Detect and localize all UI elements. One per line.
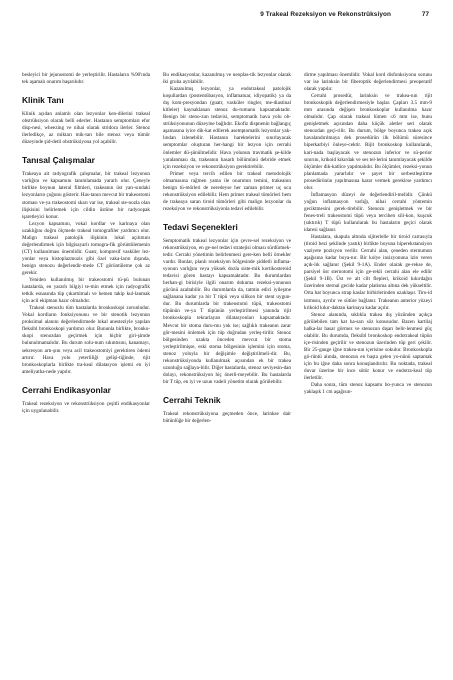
paragraph: besleyici bir jejunostomi de yerleştirilir. Hastaların %90'ında tek aşamalı onarım başarılıdır. xyxy=(22,72,150,86)
paragraph: Trakeal rekonstrüksiyona geçmeden önce, larinkse dair bütünlüğe bir değerlen- xyxy=(163,410,291,424)
text-column-middle xyxy=(163,72,291,425)
section-heading-tedavi-secenekleri: Tedavi Seçenekleri xyxy=(163,221,238,232)
paragraph: Stenoz alanında, sıklıkla trakea dış yüzünden açıkça görülebilen tam kat ha-sarı söz konusudur. Bazen kartilaj halka-lar hasar görmez ve stenozun dışarı belir-lenmesi güç olabilir. Bu durumda, fleksibl bronkoskop endotrakeal tüpün içe-risinden geçirilir ve stenozun üzerinden tüp geri çekilir. Bir 25-gauge iğne trakea-nın içerisine sokulur. Bronkoskopla gö-rüntü alında, stenozun en başta gelen yo-nünü saptamak için bu iğne daha sonra konuşlandırılır. Bu noktada, trakeal duvar üzerine bir ince sütür konur ve endotra-keal tüp ilerletilir. xyxy=(304,311,432,382)
paragraph: İnflamasyon düzeyi de değerlendiril-melidir. Çünkü yoğun inflamasyon varlığı, nihai cerrahi yöntemin geciktmesini gerek-tirebilir. Stenozu genişletmek ve bir fenes-treli trakeostomi tüpü veya tercihen sili-kon, kuşcuk (sıktırık) T tüpü kullanılarak bu hastaların geçici olarak idaresi sağlanır. xyxy=(304,191,432,234)
running-header xyxy=(0,8,453,26)
paragraph: Kazanılmış lezyonlar, ya endotrakeal patolojik koşullardan (postentübasyon, inflamatuar, idiyopatik) ya da dış kom-presyondan (guatr, vasküler ringler, me-diastinal kitleler) kaynaklanan stenoz du-rumunu kapsamaktadır. Benign bir steno-zun tedavisi, semptomatik hava yolu ob-strüksiyonunun düzeyine bağlıdır. Ekofiz dispnenin bağlangıç aşamasına iyice dik-kat edilerek asemptomatik lezyonlar yak-lından izlenebilir. Hastanın harektelerini sınırlayacak semptomlar oluşturan her-hangi bir lezyon için cerrahi önlemler dü-şünülmelidir. Hava yolunun travmatik şe-kilde yaralanması da, trakeanın hasarlı bölümünü debride etmek için rezeksiyon ve rekonstrüksiyon gerektirebilir. xyxy=(163,86,291,170)
section-heading-cerrahi-teknik: Cerrahi Teknik xyxy=(163,394,221,405)
paragraph: Cerrahi prosedür, larinksin ve trakea-nın rijit bronkoskopik değerlendirmesiyle başlar. Çapları 3.5 mm-9 mm arasında değişen bronkoskoplar kullanılma hazır olmalıdır. Çap olarak trakeal lümen ≤6 mm ise, bunu genişletmek açısından daha küçük aletler seri olarak stenozdan geçi-rilir. Bu durum, bölge boyunca trakea açık havalandırılmaya dek prosedürün ilk bölümü süresince hiperkarbiyi önleye-cektir. Rijit bronkoskop kullanılarak, kari-nada başlayacak ve stenozun inferior ve sü-perior sınırını, krikoid kıkırdak ve ses tel-lerini tanımlayacak şekilde ölçümler dik-katlice yapılmalıdır. Bu ölçümler, rezeksi-yonun planlamada yararlıdır ve şayet bir serbestleştirme prosedürünün yapılmasına karar vermek gerekirse yardımcı olur. xyxy=(304,93,432,191)
section-heading-tanisal-calismalar: Tanısal Çalışmalar xyxy=(22,155,95,166)
paragraph: dirme yapılması önemlidir. Vokal kord disfonksiyonu sorunu var ise larinksin bir fiberoptik değerlendirmesi preoperatif olarak yapılır. xyxy=(304,72,432,93)
page-number: 77 xyxy=(421,11,429,18)
text-column-right xyxy=(304,72,432,396)
paragraph: Trakeaya ait radyografik çalışmalar, bir trakeal lezyonun varlığını ve kapsamını tanımlamada yararlı olur. Çeneyle birlikte boynun lateral filmleri, trakeanın üst yarı-sındaki lezyonların çoğunu gösterir. Has-tanın mevcut bir trakeostomi stoması ve-ya trakeostomi skarı var ise, trakeal ste-nozla olan ilişkisini belirlemek için cildin üstüne bir radyoopak işaretleyici konur. xyxy=(22,171,150,220)
paragraph: Semptomatik trakeal lezyonlar için çevre-sel rezeksiyon ve rekonstrüksiyon, en ge-nel tedavi stratejisi olması sürdürmek-tedir. Cerrahi yönetimin belirlenmesi gere-ken belli örnekler vardır. Bunlar, planlı rezeksiyon bölgesinde şiddetli inflama-syonun varlığını veya yüksek dozla siste-mik kortikosteroid tedavisi gören hastayı kapsamaktadır. Bu durumlardan herhan-gi birisiyle ilgili onarım dokuma rezeksi-yonunun gücünü azaltabilir. Bu durumlarda da, tatmin edici iyileşme sağlanana kadar ya bir T tüpü veya silikon bir stent uygun-dur. Bu durumlarda bir trakeostomi tüpü, trakeostomi tüpünün ve-ya T tüpünün yerleştirilmesi yanında rijit bronkoskopla tekrarlayan dilatasyonları kapsamaktadır. Mevcut bir stoma duru-mu yok ise; sağlıklı trakeanın zarar gör-mesini önlemek için tüp doğrudan yerleş-tirilir. Stenoz bölgesinden uzakta önceden mevcut bir stoma yerleştirilmişse, eski stoma bölgesinin işlemini için stoma, stenoz yoluyla bir değişimle değiştirilmeli-dir. Bu, rekonstrüksiyonda kullanılmak açısından ek bir trakea uzunluğu sağlaya-bilir. Diğer hastalarda, stenoz seviyesin-dan dolayı, rekonstrüksiyon hiç önerli-meyebilir. Bu hastalarda bir T tüp, en iyi ve uzun vadeli yönetim olarak görülebilir. xyxy=(163,237,291,385)
paragraph: Lezyon kapsamını, vokal kordlar ve karinaya olan uzaklığını doğru ölçmede trakeal tomografiler yardımcı olur. Malign trakeal patolojik ilişkinin lokal açılımını değerlendirmek için bilgisayarlı tomogra-fik görüntülemenin (CT) kullanılması önemlidir. Guatr, kompresif vasküler lez-yonlar veya histoplazmozis gibi özel vaka-ların dışında, benign stenozu değerlendir-mede CT görüntüleme çok az gerekir. xyxy=(22,220,150,276)
section-heading-klinik-tani: Klinik Tanı xyxy=(22,95,64,106)
paragraph: Yeniden kullanılmış bir trakeostomi tü-pü bulunan hastalarda, en yararlı bilgiyi te-min etmek için radyografik tetkik esnasında tüp çıkartılmalı ve hemen takip kul-lanmak için acil ekipman hazır olmalıdır. xyxy=(22,277,150,305)
paragraph: Trakeal stenozlu tüm hastalarda bronkoskopi zorunludur. Vokal kordların fonksiyonunu ve bir stenotik lezyonun proksimal alanını değerlendirmede lokal anesteziyle yapılan fleksibl bronkoskopi yardımcı olur. Bununla birlikte, bronko-skopi stenozdan geçirmek için hiçbir giri-şimde bulunulmamalıdır. Bu durum solu-num sıkıntısını, kanamayı, sekresyon artı-şını veya acil trakeostomiyi gerektiren ödemi artırır. Hava yolu yeterliliği gelişi-tiğinde, rijit bronkoskoplarla birlikte tra-keal dilatasyon işlemi en iyi ameliyatha-nede yapılır. xyxy=(22,305,150,375)
paragraph: Klinik açıdan anlamlı olan lezyonlar ken-dilerini trakeal obstrüksiyon olarak belli ederler. Hastanın semptomları efor disp-nesi, wheezing ve nihai olarak stridora ilerler. Stenoz ilerledikçe, az miktarı mik-tarı bile stenoz veya tümör düzeyinde şid-detli obstrüksiyona yol açabilir. xyxy=(22,111,150,146)
paragraph: Trakeal rezeksiyon ve rekonstrüksiyon çeşitli endikasyonlar için uygulanabilir. xyxy=(22,400,150,414)
paragraph: Hastalara, skapula altında sijiterlelle bir tiroid carrasıyla (tiroid bezi şeklinde yastık) birlikte boyuna hiperekstansiyon vaziyete pozisyon verilir. Cerrahi alan, çeneden sternumun aşağısına kadar boya-nır. Bir kolye insizyonuna izin veren açık-lık sağlanır (Şekil 9-1A). Ender olarak ge-rekse de, parsiyel üst sternotomi için ge-rekli cerrahi alan ele edilir (Şekil 9-1B). Üst ve alt cilt flepleri, krikoid kıkırdağın üzerinden sternal gecide kadar platisma altına dek yükseltilir. Orta hat boyunca strap kaslar birbirlerinden uzaklaşır. Tiro-id istmusu, ayrılır ve sütüre bağlanır. Trakeanın anterior yüzeyi krikoid kıkır-daktan karinaya kadar açılır. xyxy=(304,234,432,311)
paragraph: Bu endikasyonlar, kazanılmış ve neoplas-tik lezyonlar olarak iki gruba ayrılabilir. xyxy=(163,72,291,86)
paragraph: Daha sonra, tüm stenoz kapsamı bo-yunca ve stenozun yaklaşık 1 cm aşağısın- xyxy=(304,382,432,396)
section-heading-cerrahi-endikasyonlar: Cerrahi Endikasyonlar xyxy=(22,384,111,395)
paragraph: Primer veya tercih edilen bir trakeal metodolojik olmamasına rağmen yama ile onarımın temini, trakeanın benign tü-mörleri de neredeyse her zaman primer uç uca rekonstrüksiyon edilebilir. Hem primer trakeal tümörleri hem de trakeaya saran tiroid tümörleri gibi malign lezyonlar da rezeksiyon ve rekonstrüksiyonla tedavi edilebilir. xyxy=(163,170,291,212)
chapter-title: 9 Trakeal Rezeksiyon ve Rekonstrüksiyon xyxy=(260,11,391,18)
text-column-left xyxy=(22,72,150,415)
